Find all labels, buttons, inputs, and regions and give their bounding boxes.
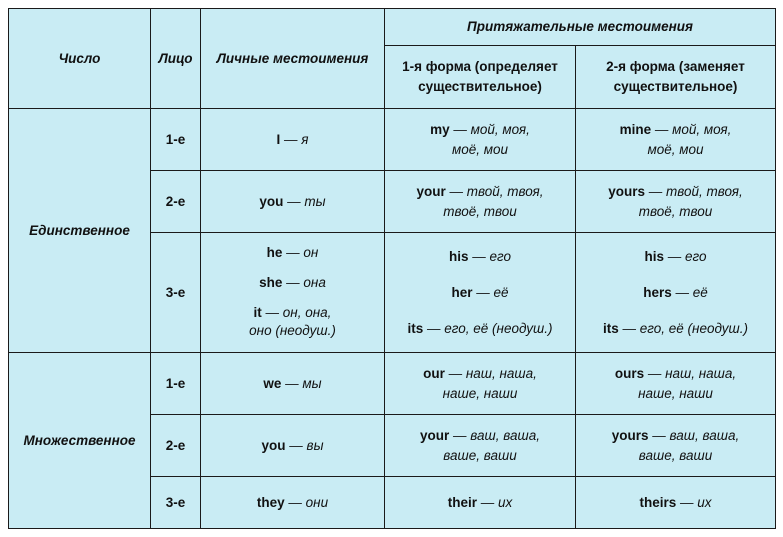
header-personal-pronouns: Личные местоимения (201, 9, 385, 109)
personal-line (205, 192, 380, 212)
form1-line (389, 247, 571, 267)
english-pronoun: we (263, 375, 282, 391)
russian-translation: — мы (281, 375, 322, 391)
russian-translation: — её (472, 284, 509, 300)
form2-stack (580, 239, 771, 347)
form2-line (580, 364, 771, 384)
form2-line (580, 446, 771, 466)
russian-translation: — он (282, 245, 319, 261)
russian-translation: — она (282, 275, 326, 291)
english-pronoun: ours (614, 365, 645, 381)
form2-cell (576, 415, 776, 477)
header-form-1 (385, 46, 576, 109)
english-pronoun: I (276, 131, 281, 147)
english-pronoun: she (259, 275, 283, 291)
form1-line (389, 426, 571, 446)
english-pronoun: their (447, 494, 477, 510)
personal-cell (201, 109, 385, 171)
personal-line (205, 436, 380, 456)
form1-line (389, 120, 571, 140)
personal-stack (205, 239, 380, 347)
form2-cell (576, 233, 776, 353)
person-cell: 2-е (151, 415, 201, 477)
form1-line (389, 140, 571, 160)
form1-line (389, 446, 571, 466)
english-pronoun: our (423, 365, 445, 381)
russian-translation: — их (676, 494, 712, 510)
form2-cell (576, 353, 776, 415)
russian-translation: — он, она, (261, 305, 332, 321)
russian-translation: — его (468, 248, 512, 264)
header-form-1-line-2: существительное) (418, 79, 542, 94)
form2-line (580, 493, 771, 513)
russian-translation: — ваш, ваша, (648, 427, 740, 443)
english-pronoun: your (416, 183, 446, 199)
english-pronoun: his (448, 248, 469, 264)
form2-line (580, 182, 771, 202)
person-cell: 2-е (151, 171, 201, 233)
header-form-2-line-1: 2-я форма (заменяет (606, 59, 745, 75)
form1-cell (385, 233, 576, 353)
form1-line (389, 182, 571, 202)
english-pronoun: my (430, 121, 450, 137)
person-cell: 1-е (151, 109, 201, 171)
person-cell: 1-е (151, 353, 201, 415)
form2-line (580, 384, 771, 404)
russian-translation: наше, наши (638, 385, 713, 401)
russian-translation: — ты (283, 193, 326, 209)
russian-translation: — они (284, 494, 329, 510)
personal-line (205, 130, 380, 150)
form2-line (580, 426, 771, 446)
form1-line (389, 283, 571, 303)
form2-line (580, 283, 771, 303)
person-cell: 3-е (151, 233, 201, 353)
form1-cell (385, 109, 576, 171)
header-person: Лицо (151, 9, 201, 109)
russian-translation: — твой, твоя, (645, 183, 743, 199)
table-body (9, 109, 776, 529)
personal-cell (201, 477, 385, 529)
personal-cell (201, 171, 385, 233)
russian-translation: ваше, ваши (443, 447, 517, 463)
pronoun-table (8, 8, 776, 529)
english-pronoun: your (420, 427, 450, 443)
group-singular: Единственное (9, 109, 151, 353)
form2-cell (576, 109, 776, 171)
form1-cell (385, 477, 576, 529)
form2-line (580, 319, 771, 339)
header-number: Число (9, 9, 151, 109)
russian-translation: — его (663, 248, 707, 264)
russian-translation: — ваш, ваша, (449, 427, 540, 443)
personal-line (205, 304, 380, 322)
russian-translation: твоё, твои (443, 203, 517, 219)
form2-cell (576, 477, 776, 529)
form1-line (389, 202, 571, 222)
russian-translation: — наш, наша, (644, 365, 737, 381)
personal-line (205, 274, 380, 292)
english-pronoun: his (644, 248, 664, 264)
personal-cell (201, 415, 385, 477)
russian-translation: моё, мои (451, 141, 509, 157)
russian-translation: моё, мои (647, 141, 704, 157)
form1-line (389, 384, 571, 404)
english-pronoun: yours (611, 427, 649, 443)
form2-line (580, 247, 771, 267)
russian-translation: — мой, моя, (449, 121, 530, 137)
pronoun-block (205, 274, 380, 292)
pronoun-block (205, 304, 380, 340)
form2-line (580, 140, 771, 160)
russian-translation: — вы (285, 437, 324, 453)
form1-cell (385, 171, 576, 233)
form2-line (580, 120, 771, 140)
english-pronoun: yours (608, 183, 646, 199)
english-pronoun: her (451, 284, 473, 300)
personal-cell (201, 353, 385, 415)
russian-translation: — наш, наша, (444, 365, 537, 381)
person-cell: 3-е (151, 477, 201, 529)
form1-cell (385, 415, 576, 477)
group-plural: Множественное (9, 353, 151, 529)
english-pronoun: it (253, 305, 262, 321)
english-pronoun: mine (619, 121, 652, 137)
russian-translation: оно (неодуш.) (249, 323, 336, 339)
english-pronoun: theirs (639, 494, 677, 510)
header-possessive-pronouns: Притяжательные местоимения (385, 9, 776, 46)
personal-line (205, 374, 380, 394)
header-form-2-line-2: существительное) (613, 79, 738, 94)
table-row (9, 109, 776, 171)
russian-translation: — его, её (неодуш.) (618, 320, 748, 336)
header-form-2 (576, 46, 776, 109)
english-pronoun: hers (643, 284, 672, 300)
english-pronoun: he (266, 245, 283, 261)
english-pronoun: you (259, 193, 284, 209)
table-row (9, 353, 776, 415)
header-form-1-line-1: 1-я форма (определяет (402, 59, 558, 75)
russian-translation: ваше, ваши (638, 447, 713, 463)
russian-translation: — твой, твоя, (445, 183, 544, 199)
personal-line (205, 322, 380, 340)
russian-translation: — его, её (неодуш.) (423, 320, 553, 336)
english-pronoun: you (261, 437, 286, 453)
form1-stack (389, 239, 571, 347)
russian-translation: — мой, моя, (651, 121, 732, 137)
russian-translation: твоё, твои (638, 203, 713, 219)
pronoun-block (205, 244, 380, 262)
personal-cell (201, 233, 385, 353)
russian-translation: — её (671, 284, 708, 300)
russian-translation: наше, наши (442, 385, 518, 401)
english-pronoun: its (407, 320, 424, 336)
english-pronoun: its (602, 320, 619, 336)
russian-translation: — их (477, 494, 513, 510)
form1-line (389, 493, 571, 513)
form2-cell (576, 171, 776, 233)
personal-line (205, 493, 380, 513)
personal-line (205, 244, 380, 262)
form2-line (580, 202, 771, 222)
form1-line (389, 364, 571, 384)
form1-line (389, 319, 571, 339)
russian-translation: — я (280, 131, 309, 147)
english-pronoun: they (256, 494, 285, 510)
form1-cell (385, 353, 576, 415)
